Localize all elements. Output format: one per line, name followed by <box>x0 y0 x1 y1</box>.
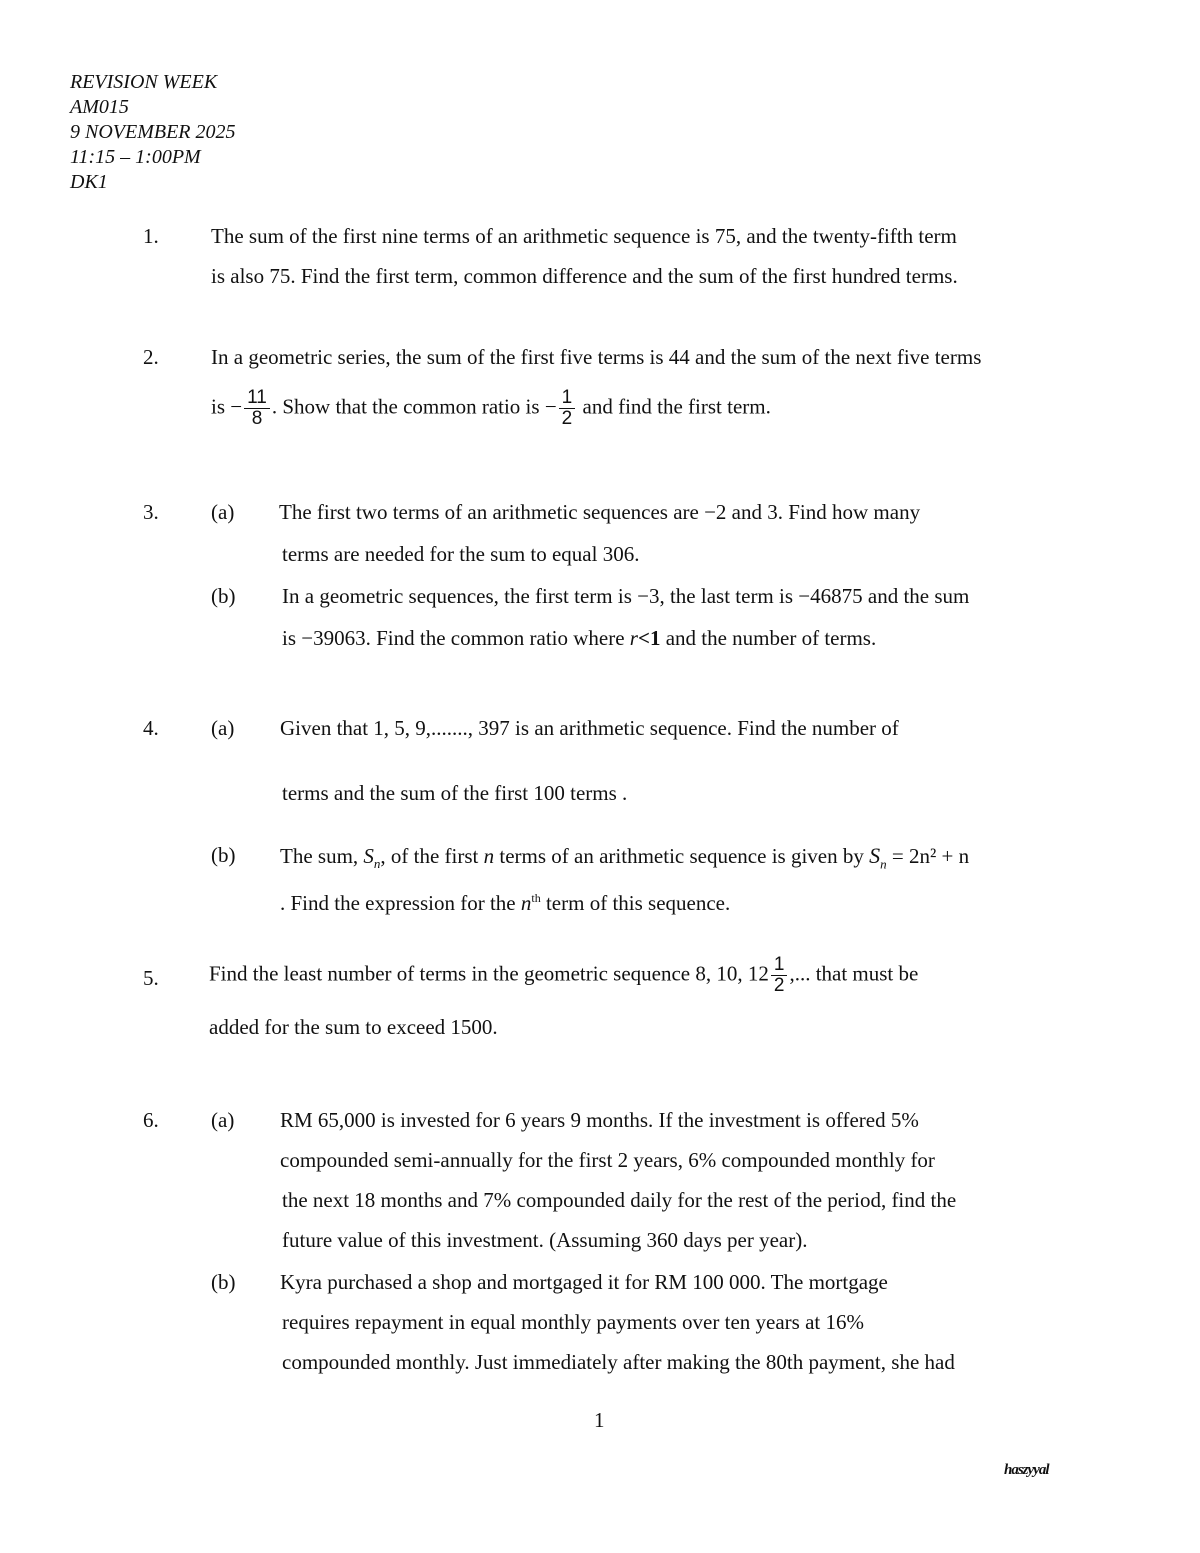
fraction-one-half <box>559 388 576 429</box>
question-3b-line-2 <box>282 626 876 651</box>
question-2-number: 2. <box>143 345 159 369</box>
question-6b-line-2: requires repayment in equal monthly payments over ten years at 16% <box>282 1310 864 1334</box>
formula-expression: = 2n² + n <box>891 844 970 868</box>
question-4b-text-a: The sum, <box>280 844 359 868</box>
minus-sign: − <box>230 394 243 419</box>
question-1-line-2: is also 75. Find the first term, common difference and the sum of the first hundred terms. <box>211 264 958 288</box>
formula-sn: $S_n$ <box>869 843 887 872</box>
question-1-line-1: The sum of the first nine terms of an arithmetic sequence is 75, and the twenty-fifth term <box>211 224 957 248</box>
question-4b-line-1 <box>280 843 969 872</box>
header-course-code: AM015 <box>70 96 129 118</box>
header-time: 11:15 – 1:00PM <box>70 146 201 168</box>
variable-n-th: $n^{th}$ <box>520 891 541 915</box>
question-6a-line-1: RM 65,000 is invested for 6 years 9 months. If the investment is offered 5% <box>280 1108 919 1132</box>
minus-sign: − <box>544 394 557 419</box>
question-6-number: 6. <box>143 1108 159 1132</box>
question-6a-line-3: the next 18 months and 7% compounded daily for the rest of the period, find the <box>282 1188 957 1212</box>
question-6a-line-2: compounded semi-annually for the first 2 years, 6% compounded monthly for <box>280 1148 935 1172</box>
question-4b-text-d: . Find the expression for the <box>280 891 516 915</box>
question-3a-line-1: The first two terms of an arithmetic sequences are −2 and 3. Find how many <box>279 500 921 524</box>
question-3a-line-2: terms are needed for the sum to equal 306. <box>282 542 640 566</box>
question-3b-text-c: and the number of terms. <box>665 626 877 650</box>
fraction-denominator: 8 <box>251 408 263 429</box>
question-6b-line-3: compounded monthly. Just immediately after making the 80th payment, she had <box>282 1350 955 1374</box>
question-3a-label: (a) <box>211 500 235 524</box>
question-2-end-text: and find the first term. <box>582 394 771 419</box>
question-6b-line-1: Kyra purchased a shop and mortgaged it for RM 100 000. The mortgage <box>280 1270 888 1294</box>
question-4a-label: (a) <box>211 716 235 740</box>
question-3b-line-1: In a geometric sequences, the first term is −3, the last term is −46875 and the sum <box>282 584 970 608</box>
question-6a-line-4: future value of this investment. (Assuming 360 days per year). <box>282 1228 808 1252</box>
fraction-denominator: 2 <box>773 975 785 996</box>
question-4b-text-b: , of the first <box>380 844 479 868</box>
question-5-number: 5. <box>143 966 159 990</box>
question-6b-label: (b) <box>211 1270 236 1294</box>
question-4b-line-2 <box>280 891 730 916</box>
question-5-text-b: ,... that must be <box>789 961 919 986</box>
question-2-line-2 <box>211 388 771 429</box>
variable-r: r <box>629 626 638 650</box>
question-3b-label: (b) <box>211 584 236 608</box>
question-5-text-a: Find the least number of terms in the geometric sequence 8, 10, 12 <box>209 961 769 986</box>
question-4a-line-2: terms and the sum of the first 100 terms . <box>282 781 628 805</box>
question-1-number: 1. <box>143 224 159 248</box>
question-6a-label: (a) <box>211 1108 235 1132</box>
question-4b-text-e: term of this sequence. <box>545 891 731 915</box>
question-3-number: 3. <box>143 500 159 524</box>
header-title: REVISION WEEK <box>70 71 218 93</box>
question-4a-line-1: Given that 1, 5, 9,......., 397 is an arithmetic sequence. Find the number of <box>280 716 899 740</box>
header-date: 9 NOVEMBER 2025 <box>70 121 236 143</box>
fraction-numerator: 11 <box>244 388 270 409</box>
fraction-eleven-eighths <box>244 388 270 429</box>
sum-symbol: $S_n$ <box>363 844 381 872</box>
fraction-one-half <box>771 955 788 996</box>
author-signature: haszyyal <box>1004 1462 1049 1478</box>
fraction-numerator: 1 <box>559 388 576 409</box>
inequality-less-than-one: <1 <box>637 626 661 650</box>
header-class: DK1 <box>70 171 108 193</box>
question-4-number: 4. <box>143 716 159 740</box>
question-2-is: is <box>211 394 226 419</box>
question-2-mid-text: . Show that the common ratio is <box>271 394 540 419</box>
fraction-numerator: 1 <box>771 955 788 976</box>
question-5-line-1 <box>209 955 918 996</box>
fraction-denominator: 2 <box>561 408 573 429</box>
question-3b-text-a: is −39063. Find the common ratio where <box>282 626 625 650</box>
question-4b-text-c: terms of an arithmetic sequence is given by <box>499 844 864 868</box>
question-2-line-1: In a geometric series, the sum of the first five terms is 44 and the sum of the next five terms <box>211 345 982 369</box>
question-5-line-2: added for the sum to exceed 1500. <box>209 1015 498 1039</box>
page-number: 1 <box>594 1408 605 1432</box>
question-4b-label: (b) <box>211 843 236 867</box>
variable-n: n <box>483 844 495 868</box>
